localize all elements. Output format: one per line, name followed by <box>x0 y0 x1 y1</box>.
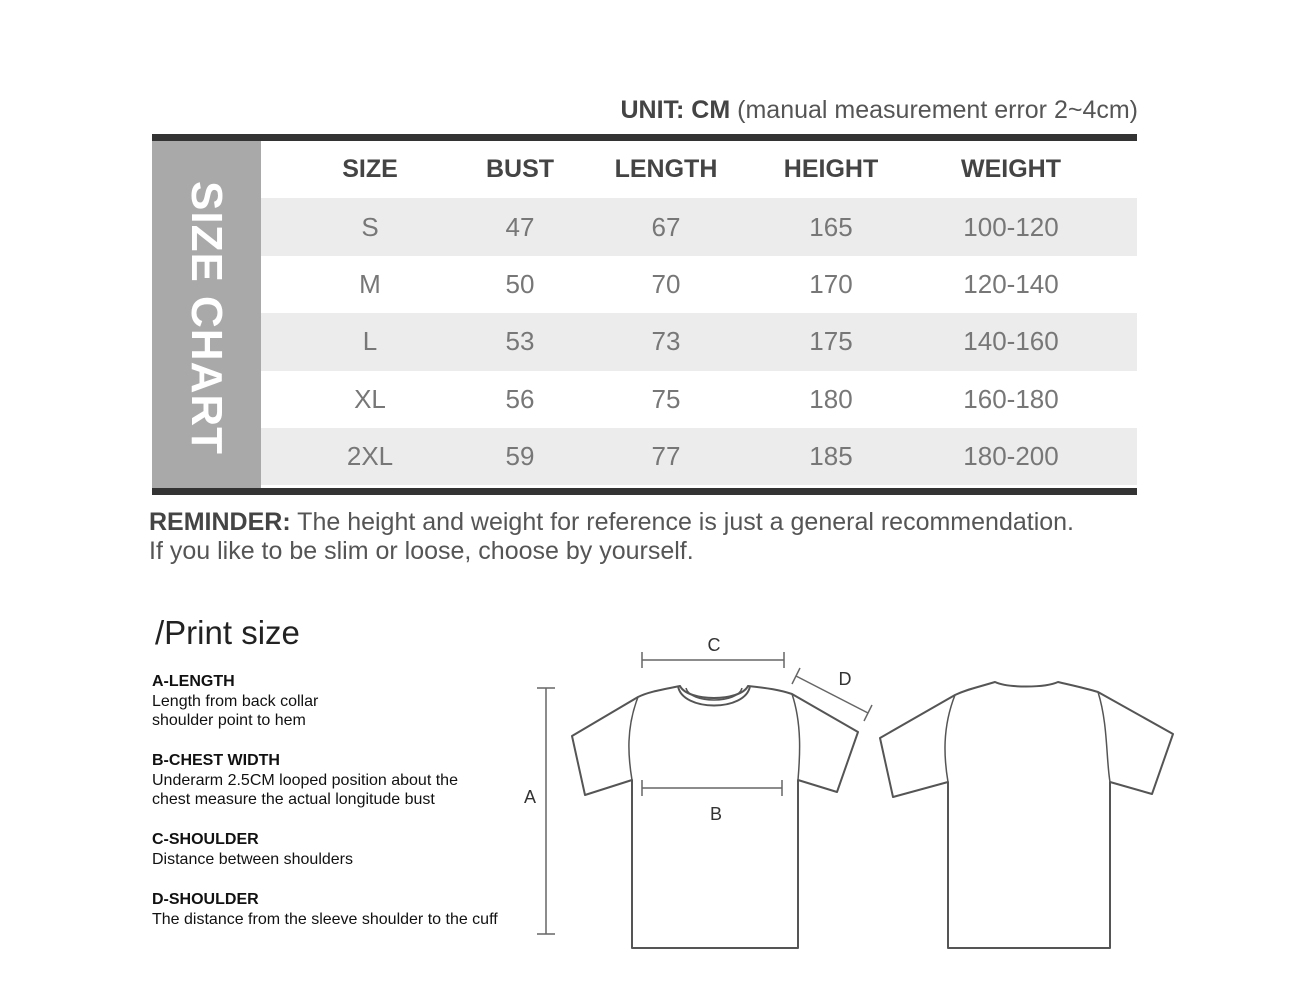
legend-title: B-CHEST WIDTH <box>152 752 280 769</box>
cell-weight: 100-120 <box>963 211 1059 242</box>
cell-weight: 180-200 <box>963 441 1059 472</box>
header-height: HEIGHT <box>783 155 879 184</box>
cell-length: 73 <box>651 326 681 357</box>
cell-size: S <box>361 211 379 242</box>
back-sleeve-seam-right <box>1098 692 1110 782</box>
measure-tick-d-top <box>792 668 800 684</box>
legend-desc: chest measure the actual longitude bust <box>152 791 435 808</box>
reminder-line-2: If you like to be slim or loose, choose by yourself. <box>149 537 694 565</box>
header-weight: WEIGHT <box>961 155 1061 184</box>
cell-height: 175 <box>809 326 853 357</box>
legend-desc: Distance between shoulders <box>152 851 354 868</box>
front-sleeve-seam-right <box>792 694 800 780</box>
header-length: LENGTH <box>614 155 718 184</box>
size-chart-label: SIZE CHART <box>182 181 231 455</box>
cell-bust: 53 <box>505 326 535 357</box>
cell-size: 2XL <box>346 441 394 472</box>
cell-height: 185 <box>809 441 853 472</box>
front-collar <box>678 686 750 706</box>
legend-desc: Underarm 2.5CM looped position about the <box>152 772 458 789</box>
legend-desc: shoulder point to hem <box>152 712 306 729</box>
diagram-label-a: A <box>523 787 537 807</box>
cell-size: M <box>359 268 381 299</box>
front-sleeve-seam-left <box>629 697 638 780</box>
cell-bust: 59 <box>505 441 535 472</box>
cell-length: 70 <box>651 268 681 299</box>
cell-size: XL <box>354 383 386 414</box>
print-size-title: /Print size <box>155 614 300 651</box>
cell-bust: 47 <box>505 211 535 242</box>
back-sleeve-seam-left <box>945 695 955 782</box>
cell-length: 77 <box>651 441 681 472</box>
diagram-label-b: B <box>709 804 723 824</box>
cell-height: 170 <box>809 268 853 299</box>
cell-weight: 120-140 <box>963 268 1059 299</box>
cell-length: 75 <box>651 383 681 414</box>
measure-line-d <box>796 676 868 713</box>
cell-length: 67 <box>651 211 681 242</box>
reminder-label: REMINDER: <box>149 508 291 536</box>
legend-desc: The distance from the sleeve shoulder to the cuff <box>152 911 498 928</box>
cell-weight: 140-160 <box>963 326 1059 357</box>
reminder-line-1: The height and weight for reference is just a general recommendation. <box>297 508 1075 536</box>
cell-weight: 160-180 <box>963 383 1059 414</box>
unit-label: UNIT: CM <box>620 96 731 124</box>
back-tshirt-outline <box>880 682 1173 948</box>
legend-title: A-LENGTH <box>152 673 235 690</box>
cell-bust: 50 <box>505 268 535 299</box>
unit-error-note: (manual measurement error 2~4cm) <box>737 96 1138 124</box>
header-size: SIZE <box>342 155 398 184</box>
legend-desc: Length from back collar <box>152 693 319 710</box>
legend-title: D-SHOULDER <box>152 891 259 908</box>
cell-height: 165 <box>809 211 853 242</box>
cell-height: 180 <box>809 383 853 414</box>
legend-title: C-SHOULDER <box>152 831 259 848</box>
cell-size: L <box>362 326 378 357</box>
measure-tick-d-bottom <box>864 705 872 721</box>
diagram-label-d: D <box>838 669 852 689</box>
cell-bust: 56 <box>505 383 535 414</box>
diagram-label-c: C <box>707 635 721 655</box>
header-bust: BUST <box>485 155 555 184</box>
